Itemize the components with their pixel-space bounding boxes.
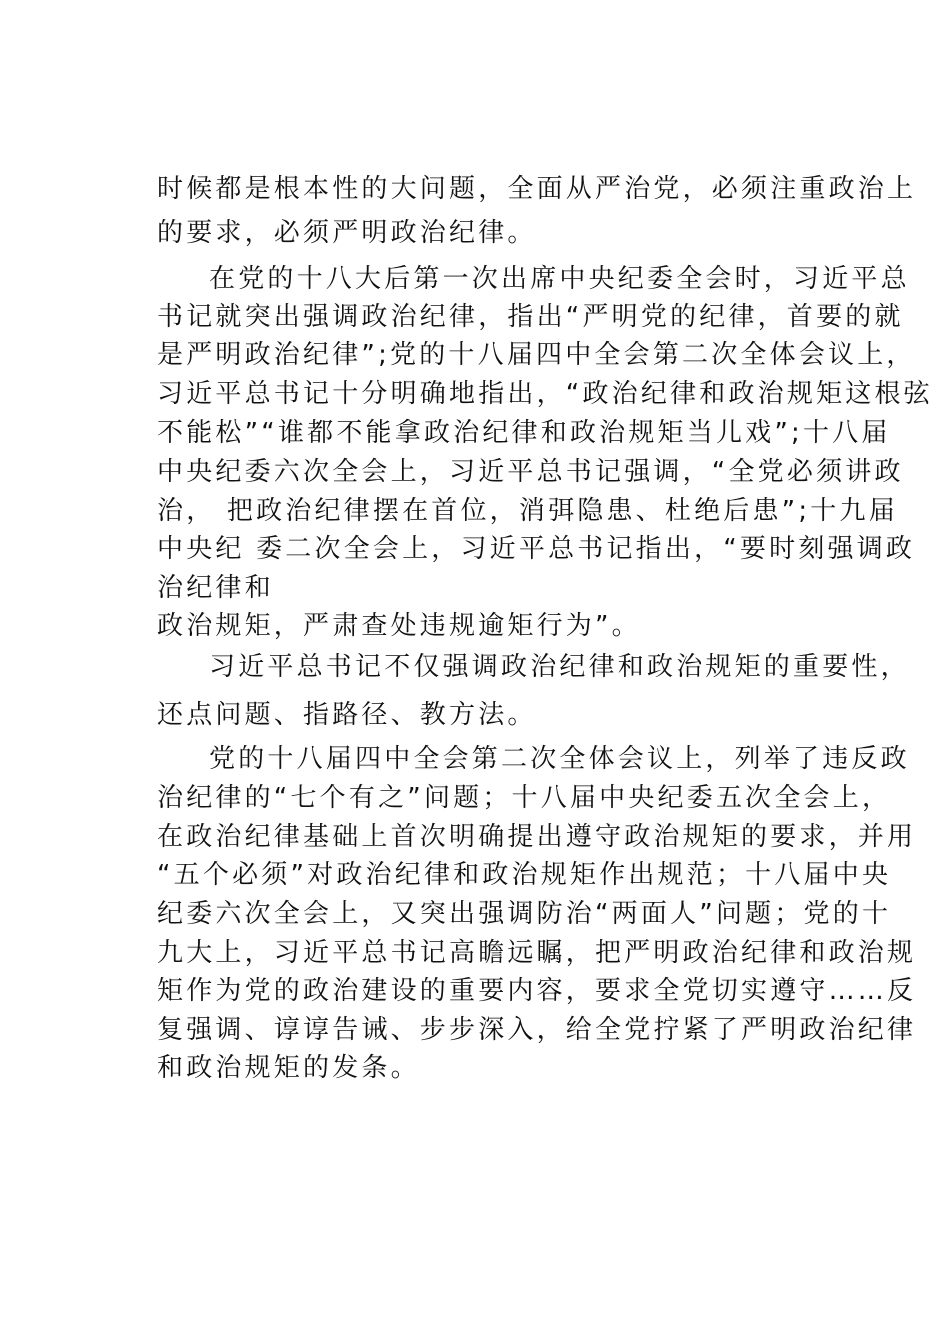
text-line: 还点问题、指路径、教方法。 xyxy=(157,700,537,730)
text-line: 矩作为党的政治建设的重要内容，要求全党切实遵守……反 xyxy=(157,976,917,1006)
text-line: 治纪律的“七个有之”问题；十八届中央纪委五次全会上， xyxy=(157,783,892,813)
text-line: 中央纪 委二次全会上，习近平总书记指出，“要时刻强调政 xyxy=(157,534,916,564)
text-line: 在党的十八大后第一次出席中央纪委全会时，习近平总 xyxy=(209,264,910,294)
text-line: 习近平总书记十分明确地指出，“政治纪律和政治规矩这根弦 xyxy=(157,379,933,409)
text-line: 治， 把政治纪律摆在首位，消弭隐患、杜绝后患”;十九届 xyxy=(157,496,898,526)
text-line: 是严明政治纪律”;党的十八届四中全会第二次全体会议上， xyxy=(157,340,916,370)
text-line: 复强调、谆谆告诫、步步深入，给全党拧紧了严明政治纪律 xyxy=(157,1015,917,1045)
text-line: 和政治规矩的发条。 xyxy=(157,1053,420,1083)
text-line: 党的十八届四中全会第二次全体会议上，列举了违反政 xyxy=(209,744,910,774)
text-line: 的要求，必须严明政治纪律。 xyxy=(157,218,537,248)
text-line: 书记就突出强调政治纪律，指出“严明党的纪律，首要的就 xyxy=(157,302,904,332)
text-line: 不能松”“谁都不能拿政治纪律和政治规矩当儿戏”;十八届 xyxy=(157,418,891,448)
text-line: 时候都是根本性的大问题，全面从严治党，必须注重政治上 xyxy=(157,174,917,204)
text-line: “五个必须”对政治纪律和政治规矩作出规范；十八届中央 xyxy=(157,860,892,890)
text-line: 中央纪委六次全会上，习近平总书记强调，“全党必须讲政 xyxy=(157,457,904,487)
text-line: 在政治纪律基础上首次明确提出遵守政治规矩的要求，并用 xyxy=(157,822,917,852)
text-line: 习近平总书记不仅强调政治纪律和政治规矩的重要性， xyxy=(209,652,910,682)
text-line: 政治规矩，严肃查处违规逾矩行为”。 xyxy=(157,611,641,641)
text-line: 九大上，习近平总书记高瞻远瞩，把严明政治纪律和政治规 xyxy=(157,938,917,968)
text-line: 治纪律和 xyxy=(157,573,274,603)
text-line: 纪委六次全会上，又突出强调防治“两面人”问题；党的十 xyxy=(157,899,892,929)
